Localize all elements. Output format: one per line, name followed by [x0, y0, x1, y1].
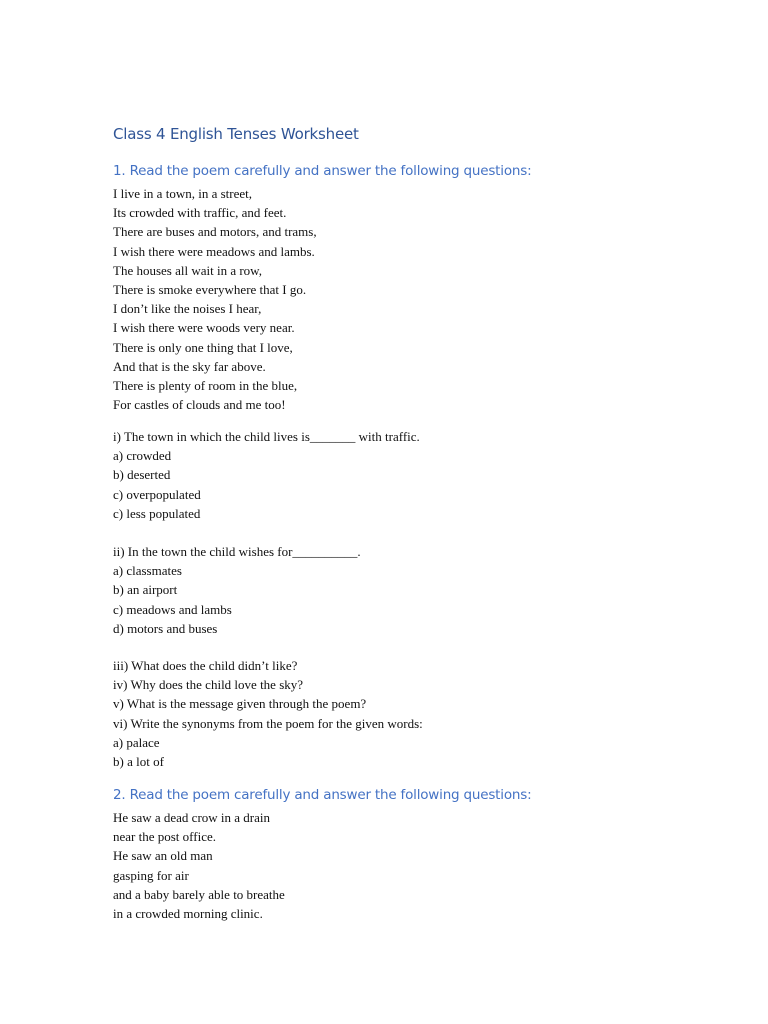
poem-line: There is plenty of room in the blue,: [113, 378, 298, 394]
question-text: vi) Write the synonyms from the poem for the given words:: [113, 715, 423, 731]
poem-line: There is only one thing that I love,: [113, 339, 293, 355]
poem-line: I wish there were woods very near.: [113, 320, 295, 336]
answer-option: b) an airport: [113, 582, 178, 598]
answer-option: a) palace: [113, 734, 160, 750]
poem-line: I wish there were meadows and lambs.: [113, 243, 315, 259]
section-2-heading: 2. Read the poem carefully and answer the following questions:: [113, 787, 532, 803]
poem-line: There are buses and motors, and trams,: [113, 224, 317, 240]
section-1-poem: [113, 184, 317, 414]
poem-line: There is smoke everywhere that I go.: [113, 282, 307, 298]
question-2-block: [113, 542, 361, 638]
question-text: iii) What does the child didn’t like?: [113, 658, 298, 673]
worksheet-title: Class 4 English Tenses Worksheet: [113, 125, 359, 143]
answer-option: c) less populated: [113, 505, 201, 521]
poem-line: I don’t like the noises I hear,: [113, 301, 262, 317]
poem-line: For castles of clouds and me too!: [113, 397, 286, 413]
answer-option: c) meadows and lambs: [113, 601, 232, 617]
section-2-poem: [113, 808, 285, 923]
poem-line: He saw a dead crow in a drain: [113, 810, 271, 825]
answer-option: d) motors and buses: [113, 620, 218, 636]
question-text: i) The town in which the child lives is_______ with traffic.: [113, 429, 420, 444]
answer-option: c) overpopulated: [113, 486, 201, 502]
question-text: iv) Why does the child love the sky?: [113, 677, 304, 693]
question-text: v) What is the message given through the poem?: [113, 696, 367, 712]
answer-option: a) crowded: [113, 448, 172, 464]
poem-line: The houses all wait in a row,: [113, 262, 262, 278]
answer-option: b) a lot of: [113, 754, 164, 770]
poem-line: near the post office.: [113, 829, 216, 845]
poem-line: I live in a town, in a street,: [113, 186, 252, 201]
poem-line: He saw an old man: [113, 848, 213, 864]
answer-option: a) classmates: [113, 563, 182, 579]
poem-line: in a crowded morning clinic.: [113, 906, 263, 922]
question-1-block: [113, 427, 420, 523]
question-text: ii) In the town the child wishes for__________.: [113, 544, 361, 559]
questions-3-6-block: [113, 656, 423, 771]
poem-line: And that is the sky far above.: [113, 358, 266, 374]
poem-line: and a baby barely able to breathe: [113, 886, 285, 902]
section-1-heading: 1. Read the poem carefully and answer the following questions:: [113, 163, 532, 179]
poem-line: gasping for air: [113, 867, 189, 883]
poem-line: Its crowded with traffic, and feet.: [113, 205, 287, 221]
answer-option: b) deserted: [113, 467, 171, 483]
